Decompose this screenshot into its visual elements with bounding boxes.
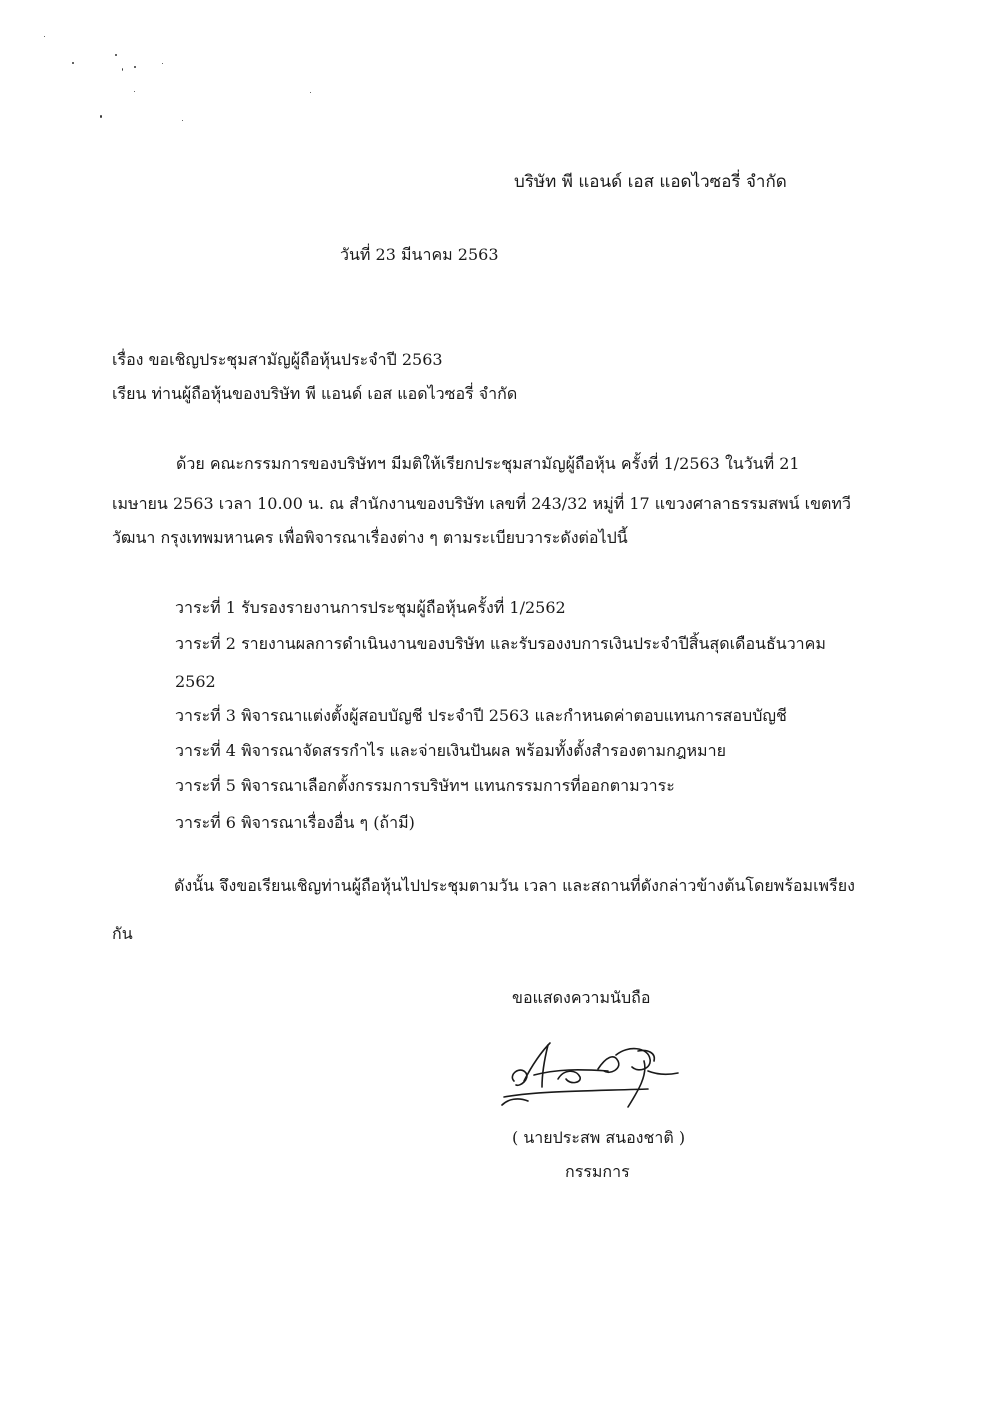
scan-speck	[162, 63, 163, 64]
agenda-item	[175, 708, 787, 724]
agenda-label: วาระที่ 3	[175, 706, 236, 725]
scan-speck	[134, 91, 135, 92]
agenda-text: พิจารณาเลือกตั้งกรรมการบริษัทฯ แทนกรรมการที่ออกตามวาระ	[241, 776, 675, 795]
company-name: บริษัท พี แอนด์ เอส แอดไวซอรี่ จำกัด	[514, 172, 787, 192]
agenda-item-continuation	[175, 674, 216, 690]
scan-speck	[100, 115, 102, 118]
scan-speck	[122, 68, 123, 71]
agenda-label: วาระที่ 2	[175, 634, 236, 653]
agenda-text: รับรองรายงานการประชุมผู้ถือหุ้นครั้งที่ 1/2562	[241, 598, 566, 617]
agenda-item	[175, 778, 675, 794]
scan-speck	[44, 36, 45, 37]
agenda-label: วาระที่ 1	[175, 598, 236, 617]
agenda-item	[175, 815, 415, 831]
agenda-item	[175, 743, 726, 759]
closing-line: กัน	[112, 924, 133, 943]
agenda-text: พิจารณาเรื่องอื่น ๆ (ถ้ามี)	[241, 813, 415, 832]
agenda-text: 2562	[175, 672, 216, 691]
scan-speck	[134, 66, 136, 68]
handwritten-signature	[498, 1035, 698, 1115]
scan-speck	[182, 120, 183, 121]
agenda-item	[175, 600, 566, 616]
agenda-text: พิจารณาจัดสรรกำไร และจ่ายเงินปันผล พร้อมทั้งตั้งสำรองตามกฎหมาย	[241, 741, 726, 760]
letter-subject: เรื่อง ขอเชิญประชุมสามัญผู้ถือหุ้นประจำปี 2563	[112, 350, 443, 369]
intro-line: เมษายน 2563 เวลา 10.00 น. ณ สำนักงานของบริษัท เลขที่ 243/32 หมู่ที่ 17 แขวงศาลาธรรมสพน์ เขตทวี	[112, 494, 851, 513]
agenda-label: วาระที่ 4	[175, 741, 236, 760]
agenda-label: วาระที่ 5	[175, 776, 236, 795]
agenda-text: พิจารณาแต่งตั้งผู้สอบบัญชี ประจำปี 2563 และกำหนดค่าตอบแทนการสอบบัญชี	[241, 706, 787, 725]
intro-line: วัฒนา กรุงเทพมหานคร เพื่อพิจารณาเรื่องต่าง ๆ ตามระเบียบวาระดังต่อไปนี้	[112, 528, 628, 547]
intro-line: ด้วย คณะกรรมการของบริษัทฯ มีมติให้เรียกประชุมสามัญผู้ถือหุ้น ครั้งที่ 1/2563 ในวันที่ 21	[176, 454, 800, 473]
letter-date: วันที่ 23 มีนาคม 2563	[340, 245, 499, 264]
agenda-text: รายงานผลการดำเนินงานของบริษัท และรับรองงบการเงินประจำปีสิ้นสุดเดือนธันวาคม	[241, 634, 826, 653]
regards-text: ขอแสดงความนับถือ	[512, 988, 651, 1007]
letter-recipient: เรียน ท่านผู้ถือหุ้นของบริษัท พี แอนด์ เอส แอดไวซอรี่ จำกัด	[112, 384, 518, 403]
scan-speck	[115, 54, 117, 56]
signer-title: กรรมการ	[565, 1162, 630, 1181]
scan-speck	[72, 62, 74, 64]
scan-speck	[310, 92, 311, 93]
signer-name: ( นายประสพ สนองชาติ )	[512, 1128, 686, 1147]
agenda-item	[175, 636, 826, 652]
closing-line: ดังนั้น จึงขอเรียนเชิญท่านผู้ถือหุ้นไปประชุมตามวัน เวลา และสถานที่ดังกล่าวข้างต้นโดยพร้อมเพรียง	[174, 876, 855, 895]
agenda-label: วาระที่ 6	[175, 813, 236, 832]
